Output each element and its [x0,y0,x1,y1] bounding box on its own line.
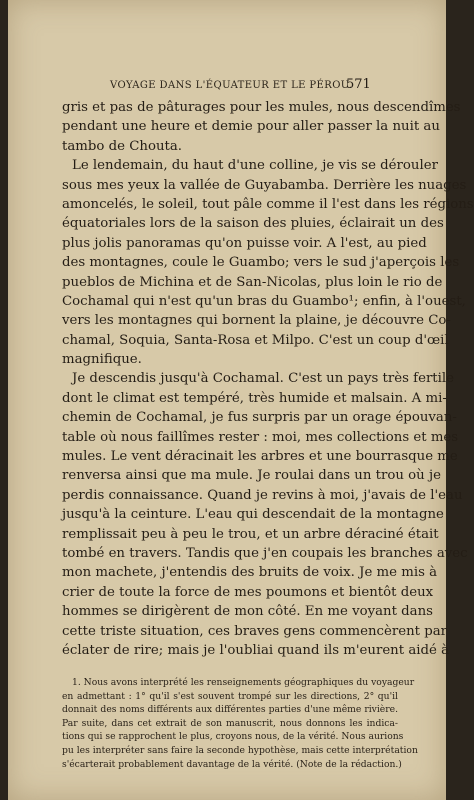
footnote-line: en admettant : 1° qu'il s'est souvent trompé sur les directions, 2° qu'il [62,690,398,702]
text-line: tombé en travers. Tandis que j'en coupais les branches avec [62,545,468,561]
text-line: Le lendemain, du haut d'une colline, je vis se dérouler [72,158,438,174]
footnote-line: s'écarterait probablement davantage de la vérité. (Note de la rédaction.) [62,758,402,770]
text-line: crier de toute la force de mes poumons et bientôt deux [62,584,434,600]
text-line: Je descendis jusqu'à Cochamal. C'est un pays très fertile [72,371,455,387]
footnote-line: donnait des noms différents aux différentes parties d'une même rivière. [62,704,398,716]
text-line: tambo de Chouta. [62,138,183,154]
text-line: équatoriales lors de la saison des pluies, éclairait un des [62,216,444,232]
text-line: hommes se dirigèrent de mon côté. En me voyant dans [62,604,433,620]
text-line: pendant une heure et demie pour aller passer la nuit au [62,119,440,135]
text-line: plus jolis panoramas qu'on puisse voir. A l'est, au pied [62,235,427,251]
text-line: mules. Le vent déracinait les arbres et une bourrasque me [62,449,458,465]
text-line: chamal, Soquia, Santa-Rosa et Milpo. C'est un coup d'œil [62,332,449,348]
text-line: chemin de Cochamal, je fus surpris par un orage épouvan- [62,410,457,426]
text-line: amoncelés, le soleil, tout pâle comme il l'est dans les régions [62,196,474,212]
footnote [62,676,418,771]
text-line: renversa ainsi que ma mule. Je roulai dans un trou où je [62,468,441,484]
text-line: table où nous faillîmes rester : moi, mes collections et mes [62,429,459,445]
text-line: des montagnes, coule le Guambo; vers le sud j'aperçois les [62,255,460,271]
page-header [8,77,446,96]
text-line: mon machete, j'entendis des bruits de voix. Je me mis à [62,565,438,581]
book-page [8,0,474,800]
footnote-line: pu les interpréter sans faire la seconde hypothèse, mais cette interprétation [62,744,418,756]
text-line: Cochamal qui n'est qu'un bras du Guambo¹; enfin, à l'ouest, [62,293,466,309]
text-line: jusqu'à la ceinture. L'eau qui descendait de la montagne [62,507,444,523]
text-line: gris et pas de pâturages pour les mules, nous descendîmes [62,100,461,115]
text-line: dont le climat est tempéré, très humide et malsain. A mi- [62,390,447,406]
text-line: magnifique. [62,352,142,368]
text-line: cette triste situation, ces braves gens commencèrent par [62,623,448,639]
footnote-line: tions qui se rapprochent le plus, croyons nous, de la vérité. Nous aurions [62,731,404,743]
text-line: éclater de rire; mais je l'oubliai quand ils m'eurent aidé à [62,642,450,658]
text-line: sous mes yeux la vallée de Guyabamba. Derrière les nuages [62,177,467,193]
footnote-line: 1. Nous avons interprété les renseignements géographiques du voyageur [72,677,415,688]
text-line: vers les montagnes qui bornent la plaine, je découvre Co- [62,313,451,329]
running-head: VOYAGE DANS L'ÉQUATEUR ET LE PÉROU. [110,80,353,91]
body-text [62,98,474,660]
page-number: 571 [346,77,371,92]
text-line: remplissait peu à peu le trou, et un arbre déraciné était [62,526,439,542]
text-line: pueblos de Michina et de San-Nicolas, plus loin le rio de [62,274,443,290]
footnote-line: Par suite, dans cet extrait de son manuscrit, nous donnons les indica- [62,717,398,729]
text-line: perdis connaissance. Quand je revins à moi, j'avais de l'eau [62,487,463,503]
